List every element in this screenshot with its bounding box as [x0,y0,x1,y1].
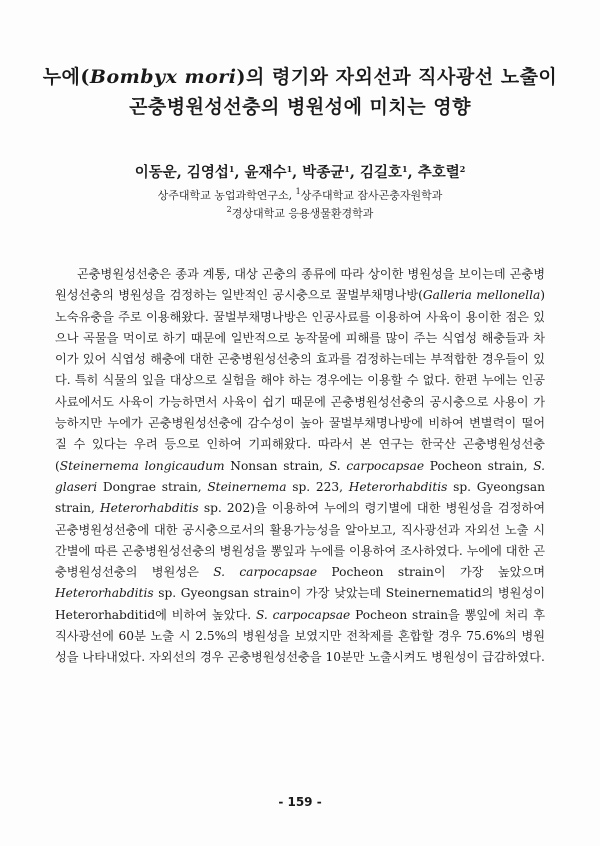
page-number: - 159 - [278,795,322,809]
abstract-text: Dongrae strain, [97,479,208,494]
title-species-name: Bombyx mori [89,66,237,88]
abstract-italic-term: Heterorhabditis [55,586,154,601]
affiliation-part: 상주대학교 잠사곤충자원학과 [300,189,443,202]
abstract-italic-term: S. carpocapsae [213,565,318,580]
author-affiliation-sup: 1 [286,164,293,174]
abstract-italic-term: Galleria mellonella [422,288,541,303]
abstract-text: Nonsan strain, [224,458,329,473]
abstract-text: sp. Gyeongsan strain, [55,479,545,516]
author-name: 윤재수 [244,164,287,181]
title-line-1 [40,62,560,92]
abstract-italic-term: Heterorhabditis [348,479,448,494]
author-affiliation-sup: 1 [402,164,408,174]
author-affiliation-sup: 1 [228,164,235,174]
author-separator: , [234,164,245,181]
author-name: 박종균 [302,164,345,181]
abstract-text: sp. 223, [286,479,349,494]
abstract-italic-term: Steinernema [207,479,287,494]
affiliation-sup: 1 [295,187,301,196]
title-part: 누에( [42,66,90,88]
author-separator: , [176,164,187,181]
paper-title [40,62,560,122]
abstract-text: Pocheon strain을 뽕잎에 처리 후 직사광선에 60분 노출 시 2.5%의 병원성을 보였지만 전착제를 혼합할 경우 75.6%의 병원성을 나타내었다. 자외선의 경우 곤충병원성선충을 10분만 노출시켜도 병원성이 급감하였다. [55,607,545,665]
abstract-text: Pocheon strain, [424,458,534,473]
abstract-paragraph [55,264,545,669]
affiliation-line-1 [40,188,560,204]
author-name: 추호렬 [417,164,460,181]
abstract [55,264,545,669]
author-separator: , [292,164,303,181]
author-affiliation-sup: 2 [459,164,466,174]
author-name: 김영섭 [186,164,229,181]
affiliation-line-2 [40,206,560,222]
abstract-text: ) 노숙유충을 주로 이용해왔다. 꿀벌부채명나방은 인공사료를 이용하여 사육이 용이한 점은 있으나 곡물을 먹이로 하기 때문에 일반적으로 농작물에 피해를 많이 주는 식엽성 해충들과 차이가 있어 식엽성 해충에 대한 곤충병원성선충의 효과를 검정하는데는 부적합한 경우들이 있다. 특히 식물의 잎을 대상으로 실험을 해야 하는 경우에는 이용할 수 없다. 한편 누에는 인공사료에서도 사육이 가능하면서 사육이 쉽기 때문에 곤충병원성선충의 공시충으로 사용이 가능하지만 누에가 곤충병원성선충에 감수성이 높아 꿀벌부채명나방에 비하여 변별력이 떨어질 수 있다는 우려 등으로 인하여 기피해왔다. 따라서 본 연구는 한국산 곤충병원성선충( [55,288,546,473]
author-list [40,163,560,183]
author-separator: , [407,164,418,181]
author-name: 이동운 [134,164,177,181]
affiliation-part: 상주대학교 농업과학연구소, [157,189,296,202]
title-line-2: 곤충병원성선충의 병원성에 미치는 영향 [129,96,471,118]
title-part: )의 령기와 자외선과 직사광선 노출이 [236,66,558,88]
abstract-text: sp. 202)을 이용하여 누에의 령기별에 대한 병원성을 검정하여 곤충병원성선충에 대한 공시충으로서의 활용가능성을 알아보고, 직사광선과 자외선 노출 시간별에 따른 곤충병원성선충의 병원성을 뽕잎과 누에를 이용하여 조사하였다. 누에에 대한 곤충병원성선충의 병원성은 [55,501,545,580]
affiliation-part: 경상대학교 응용생물환경학과 [231,207,374,220]
abstract-italic-term: Steinernema longicaudum [59,458,225,473]
author-separator: , [349,164,360,181]
abstract-text: Pocheon strain이 가장 높았으며 [317,565,545,580]
abstract-text: 곤충병원성선충은 종과 계통, 대상 곤충의 종류에 따라 상이한 병원성을 보이는데 곤충병원성선충의 병원성을 검정하는 일반적인 공시충으로 꿀벌부채명나방( [55,267,545,303]
author-name: 김길호 [359,164,403,181]
abstract-text: sp. Gyeongsan strain이 가장 낮았는데 Steinernematid의 병원성이 Heterorhabditid에 비하여 높았다. [55,586,545,622]
author-affiliation-sup: 1 [344,164,350,174]
abstract-italic-term: Heterorhabditis [100,501,199,516]
abstract-italic-term: S. carpocapsae [255,607,351,622]
abstract-italic-term: S. glaseri [55,458,545,494]
abstract-italic-term: S. carpocapsae [328,458,425,473]
affiliation-sup: 2 [226,205,232,214]
